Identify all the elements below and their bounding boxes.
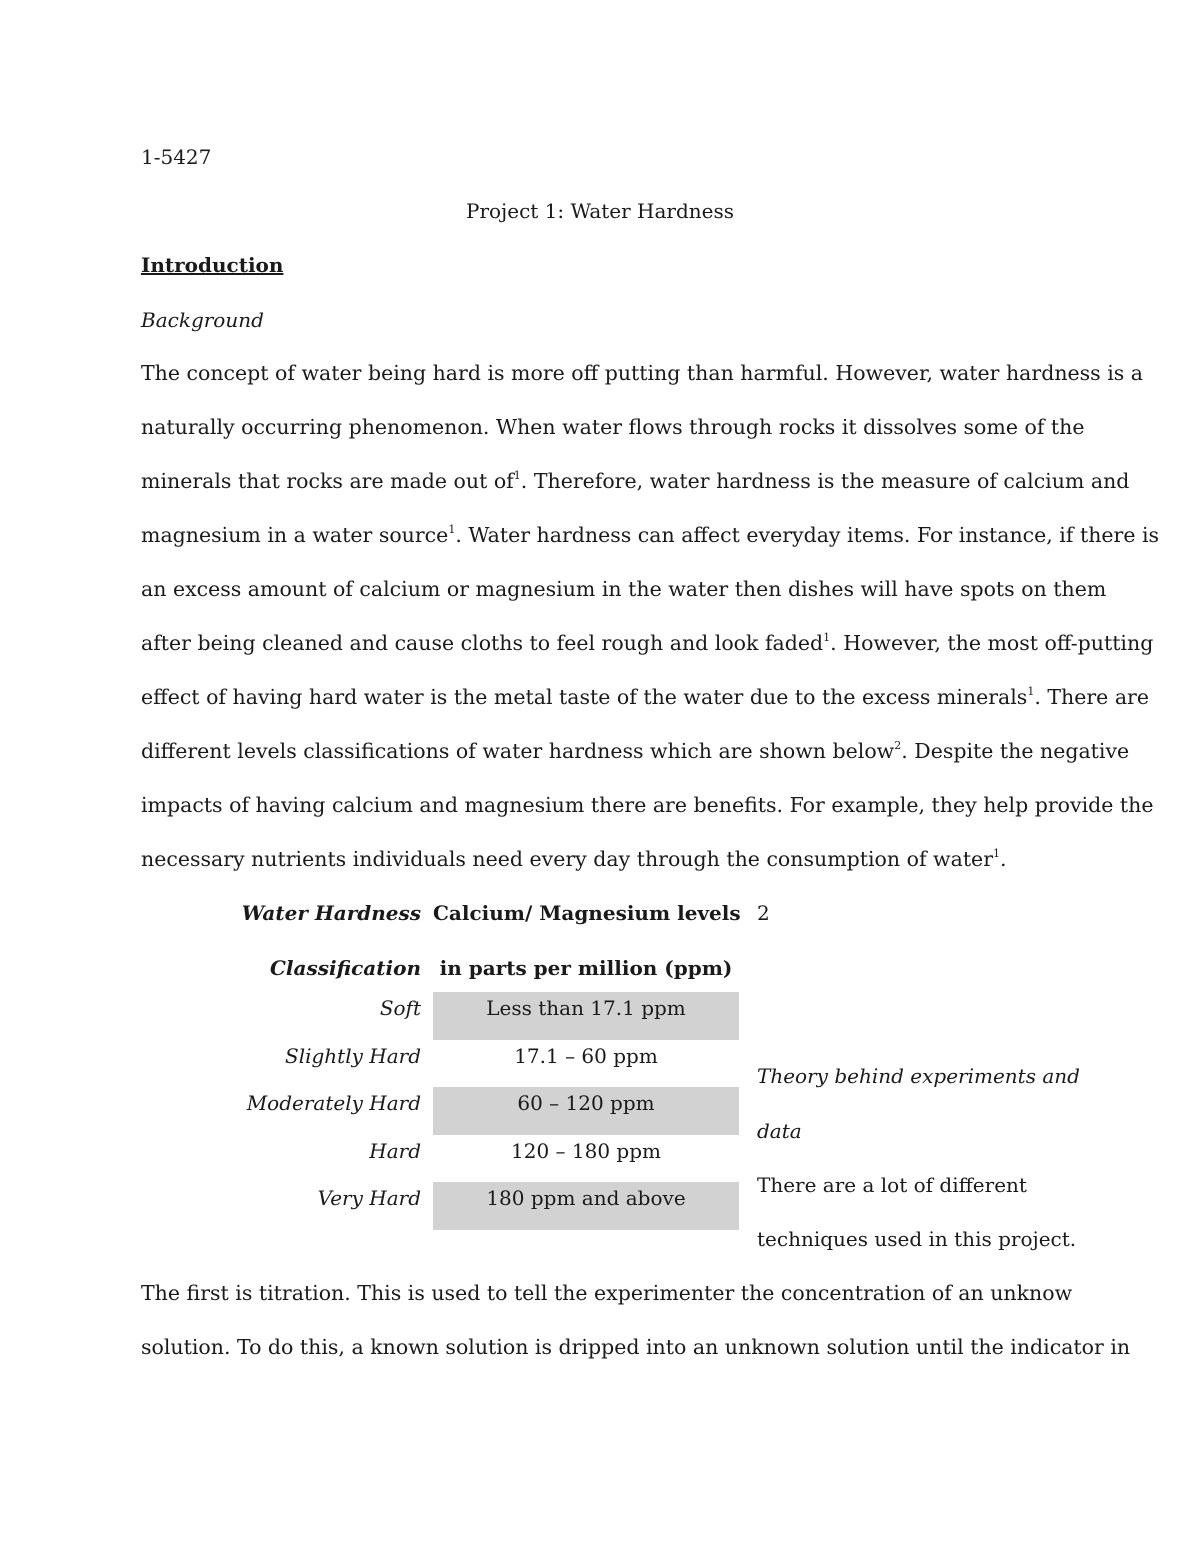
document-title: Project 1: Water Hardness <box>465 199 735 223</box>
table-header-classification-2: Classification <box>270 956 421 980</box>
table-row-level: 17.1 – 60 ppm <box>514 1044 658 1068</box>
table-header-levels: Calcium/ Magnesium levels <box>433 901 741 925</box>
citation-ref: 1 <box>513 469 521 482</box>
paragraph-line: The first is titration. This is used to tell the experimenter the concentration of an unknow <box>141 1281 1073 1305</box>
table-row-classification: Moderately Hard <box>246 1091 421 1115</box>
theory-text: There are a lot of different <box>757 1173 1027 1197</box>
table-header-classification: Water Hardness <box>241 901 421 925</box>
citation-ref: 1 <box>823 631 831 644</box>
paragraph-line: effect of having hard water is the metal taste of the water due to the excess minerals$^1$. There are <box>141 685 1149 709</box>
paragraph-line: The concept of water being hard is more off putting than harmful. However, water hardness is a <box>141 361 1144 385</box>
table-row-classification: Hard <box>369 1139 421 1163</box>
table-row-level: 60 – 120 ppm <box>433 1087 739 1135</box>
paragraph-line: necessary nutrients individuals need every day through the consumption of water$^1$. <box>141 847 1007 871</box>
section-heading: Introduction <box>141 253 284 277</box>
table-row-classification: Slightly Hard <box>285 1044 421 1068</box>
theory-text-2: techniques used in this project. <box>757 1227 1077 1251</box>
paragraph-line: minerals that rocks are made out $of^1$. Therefore, water hardness is the measure of calcium and <box>141 469 1130 493</box>
table-row-classification: Very Hard <box>317 1186 421 1210</box>
theory-heading: Theory behind experiments and <box>757 1064 1080 1088</box>
citation-ref: 1 <box>993 847 1000 860</box>
subsection-heading: Background <box>141 308 264 332</box>
citation-ref: 2 <box>894 739 902 752</box>
table-citation: 2 <box>757 901 770 925</box>
paragraph-line: different levels classifications of water hardness which are shown below$^2$. Despite the negative <box>141 739 1130 763</box>
paragraph-line: magnesium in a water source$^1$. Water hardness can affect everyday items. For instance, if there is <box>141 523 1160 547</box>
table-row-level: 180 ppm and above <box>433 1182 739 1230</box>
theory-heading-2: data <box>757 1119 802 1143</box>
paragraph-line: solution. To do this, a known solution is dripped into an unknown solution until the indicator in <box>141 1335 1131 1359</box>
document-id: 1-5427 <box>141 145 212 169</box>
paragraph-line: after being cleaned and cause cloths to feel rough and look faded$^1$. However, the most off-putting <box>141 631 1154 655</box>
citation-ref: 1 <box>448 523 456 536</box>
table-row-level: Less than 17.1 ppm <box>433 992 739 1040</box>
paragraph-line: naturally occurring phenomenon. When water flows through rocks it dissolves some of the <box>141 415 1085 439</box>
table-header-levels-2: in parts per million (ppm) <box>439 956 733 980</box>
citation-ref: 1 <box>1027 685 1035 698</box>
table-row-level: 120 – 180 ppm <box>511 1139 661 1163</box>
paragraph-line: an excess amount of calcium or magnesium in the water then dishes will have spots on them <box>141 577 1107 601</box>
paragraph-line: impacts of having calcium and magnesium there are benefits. For example, they help provide the <box>141 793 1154 817</box>
table-row-classification: Soft <box>379 996 421 1020</box>
